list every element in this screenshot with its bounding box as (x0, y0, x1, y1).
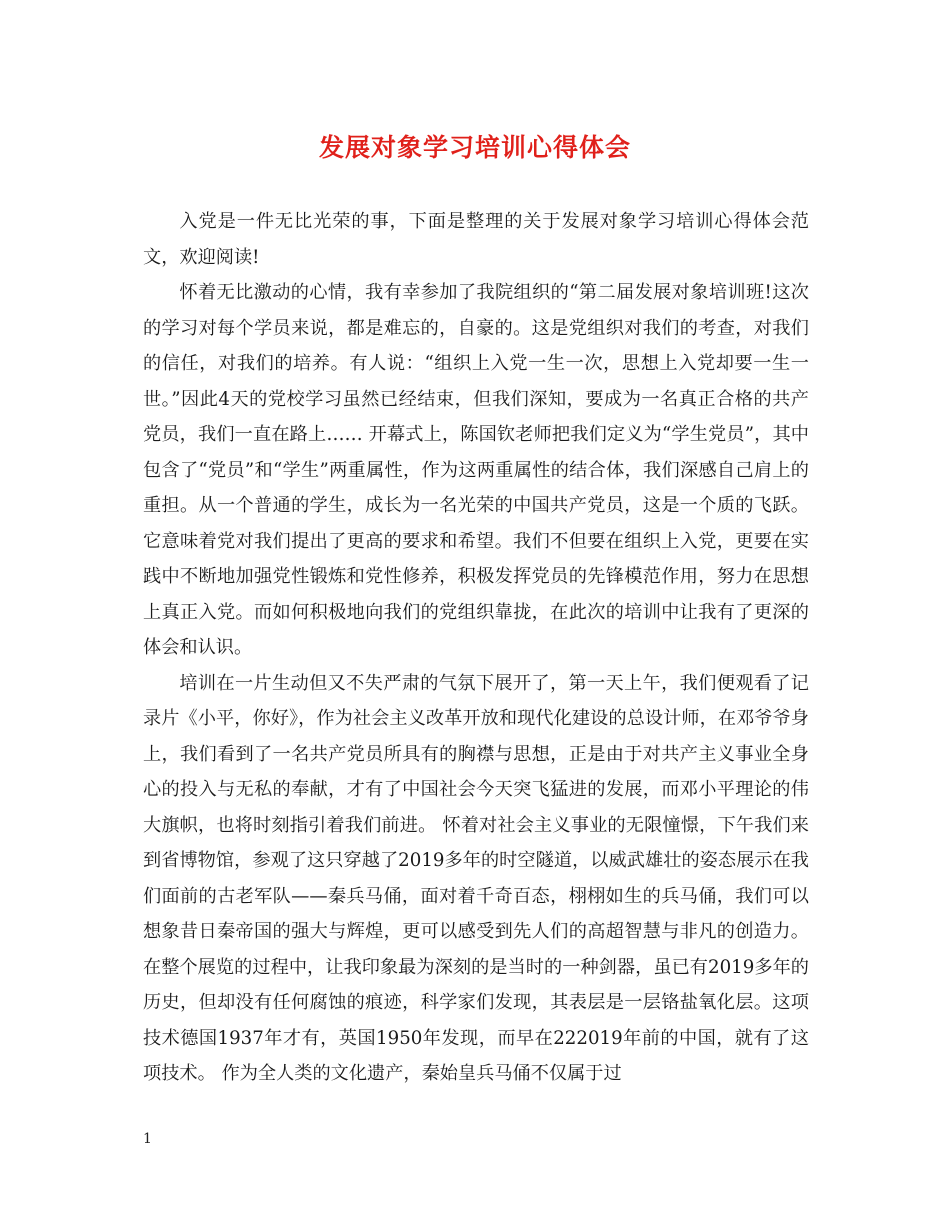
page-number: 1 (143, 1131, 152, 1147)
paragraph-training-class: 怀着无比激动的心情，我有幸参加了我院组织的“第二届发展对象培训班!这次的学习对每个学员来说，都是难忘的，自豪的。这是党组织对我们的考查，对我们的信任，对我们的培养。有人说：“组织上入党一生一次，思想上入党却要一生一世。”因此4天的党校学习虽然已经结束，但我们深知，要成为一名真正合格的共产党员，我们一直在路上…… 开幕式上，陈国钦老师把我们定义为“学生党员”，其中包含了“党员”和“学生”两重属性，作为这两重属性的结合体，我们深感自己肩上的重担。从一个普通的学生，成长为一名光荣的中国共产党员，这是一个质的飞跃。它意味着党对我们提出了更高的要求和希望。我们不但要在组织上入党，更要在实践中不断地加强党性锻炼和党性修养，积极发挥党员的先锋模范作用，努力在思想上真正入党。而如何积极地向我们的党组织靠拢，在此次的培训中让我有了更深的体会和认识。 (143, 282, 809, 658)
document-title: 发展对象学习培训心得体会 (318, 133, 631, 162)
paragraph-training-activities: 培训在一片生动但又不失严肃的气氛下展开了，第一天上午，我们便观看了记录片《小平，你好》，作为社会主义改革开放和现代化建设的总设计师，在邓爷爷身上，我们看到了一名共产党员所具有的胸襟与思想，正是由于对共产主义事业全身心的投入与无私的奉献，才有了中国社会今天突飞猛进的发展，而邓小平理论的伟大旗帜，也将时刻指引着我们前进。 怀着对社会主义事业的无限憧憬，下午我们来到省博物馆，参观了这只穿越了2019多年的时空隧道，以威武雄壮的姿态展示在我们面前的古老军队——秦兵马俑，面对着千奇百态，栩栩如生的兵马俑，我们可以想象昔日秦帝国的强大与辉煌，更可以感受到先人们的高超智慧与非凡的创造力。 在整个展览的过程中，让我印象最为深刻的是当时的一种剑器，虽已有2019多年的历史，但却没有任何腐蚀的痕迹，科学家们发现，其表层是一层铬盐氧化层。这项技术德国1937年才有，英国1950年发现，而早在222019年前的中国，就有了这项技术。 作为全人类的文化遗产，秦始皇兵马俑不仅属于过 (143, 672, 809, 1084)
paragraph-intro: 入党是一件无比光荣的事，下面是整理的关于发展对象学习培训心得体会范文，欢迎阅读! (143, 211, 809, 268)
document-body (143, 204, 809, 1092)
